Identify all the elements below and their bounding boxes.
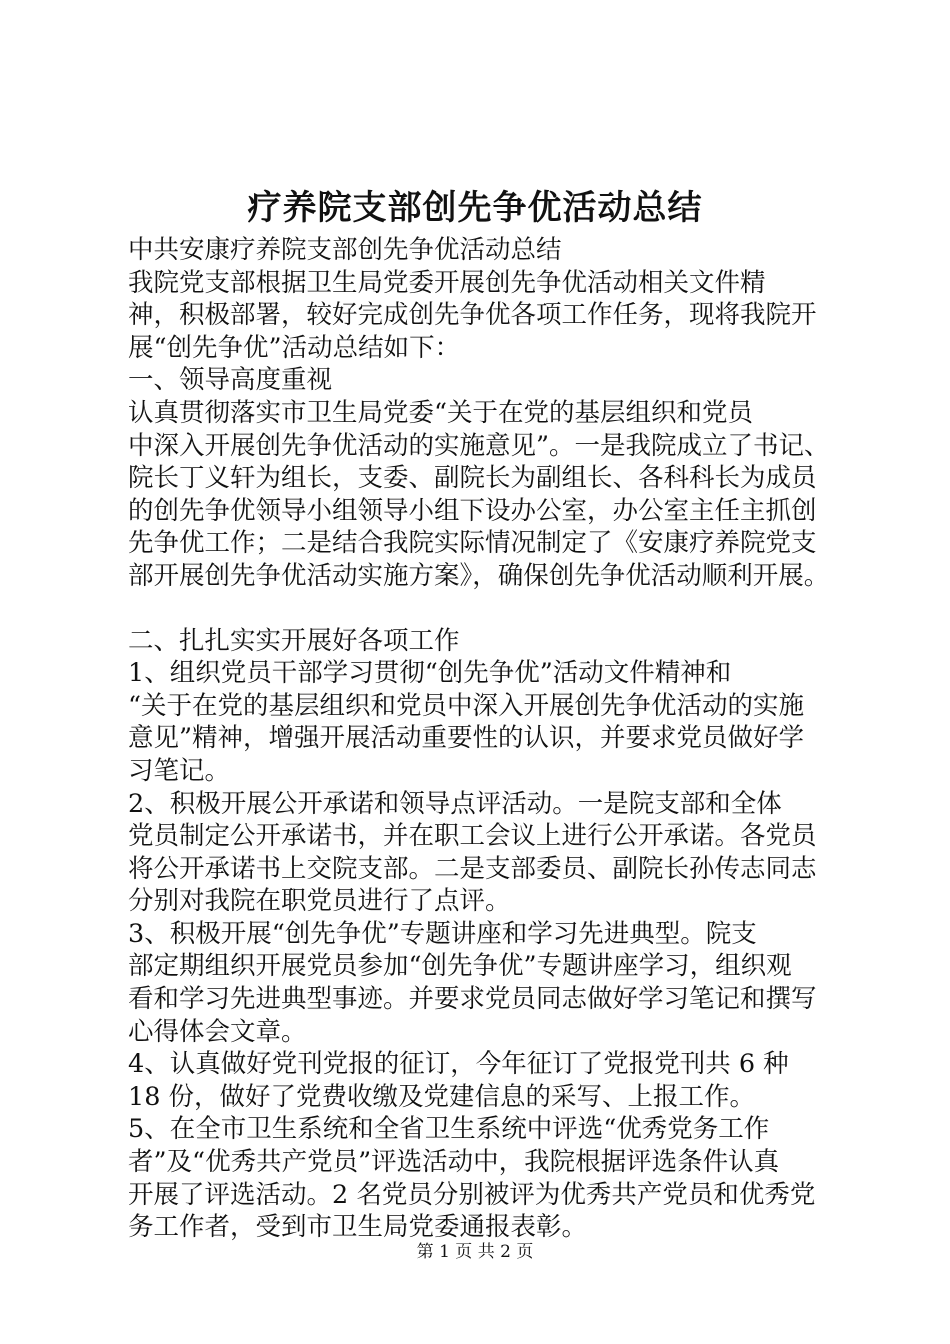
text-line: 部开展创先争优活动实施方案》，确保创先争优活动顺利开展。	[128, 560, 830, 591]
text-line: 认真贯彻落实市卫生局党委“关于在党的基层组织和党员	[128, 397, 754, 428]
text-line: 3、积极开展“创先争优”专题讲座和学习先进典型。院支	[128, 918, 757, 949]
section-heading: 二、扎扎实实开展好各项工作	[128, 625, 460, 656]
text-line: 开展了评选活动。2 名党员分别被评为优秀共产党员和优秀党	[128, 1179, 816, 1210]
text-line: 1、组织党员干部学习贯彻“创先争优”活动文件精神和	[128, 658, 732, 689]
text-line: 习笔记。	[128, 755, 231, 786]
text-line: 先争优工作；二是结合我院实际情况制定了《安康疗养院党支	[128, 528, 817, 559]
text-line: 院长丁义轩为组长，支委、副院长为副组长、各科科长为成员	[128, 463, 817, 494]
text-line: 2、积极开展公开承诺和领导点评活动。一是院支部和全体	[128, 788, 782, 819]
blank-line	[128, 593, 848, 625]
text-line: 4、认真做好党刊党报的征订，今年征订了党报党刊共 6 种	[128, 1049, 789, 1080]
text-line: “关于在党的基层组织和党员中深入开展创先争优活动的实施	[128, 690, 805, 721]
page-number: 第 1 页 共 2 页	[416, 1242, 534, 1262]
text-line: 神，积极部署，较好完成创先争优各项工作任务，现将我院开	[128, 300, 817, 331]
text-line: 将公开承诺书上交院支部。二是支部委员、副院长孙传志同志	[128, 853, 817, 884]
text-line: 意见”精神，增强开展活动重要性的认识，并要求党员做好学	[128, 723, 805, 754]
text-line: 我院党支部根据卫生局党委开展创先争优活动相关文件精	[128, 267, 766, 298]
text-line: 展“创先争优”活动总结如下：	[128, 332, 461, 363]
text-line: 党员制定公开承诺书，并在职工会议上进行公开承诺。各党员	[128, 821, 817, 852]
text-line: 看和学习先进典型事迹。并要求党员同志做好学习笔记和撰写	[128, 984, 817, 1015]
document-body	[128, 234, 848, 1244]
text-line: 部定期组织开展党员参加“创先争优”专题讲座学习，组织观	[128, 951, 792, 982]
text-line: 18 份，做好了党费收缴及党建信息的采写、上报工作。	[128, 1081, 756, 1112]
document-title: 疗养院支部创先争优活动总结	[247, 188, 703, 228]
text-line: 者”及“优秀共产党员”评选活动中，我院根据评选条件认真	[128, 1147, 780, 1178]
section-heading: 一、领导高度重视	[128, 365, 333, 396]
text-line: 5、在全市卫生系统和全省卫生系统中评选“优秀党务工作	[128, 1114, 770, 1145]
text-line: 中共安康疗养院支部创先争优活动总结	[128, 235, 562, 265]
text-line: 务工作者，受到市卫生局党委通报表彰。	[128, 1212, 588, 1243]
text-line: 分别对我院在职党员进行了点评。	[128, 886, 511, 917]
text-line: 中深入开展创先争优活动的实施意见”。一是我院成立了书记、	[128, 430, 830, 461]
text-line: 的创先争优领导小组领导小组下设办公室，办公室主任主抓创	[128, 495, 817, 526]
text-line: 心得体会文章。	[128, 1016, 307, 1047]
